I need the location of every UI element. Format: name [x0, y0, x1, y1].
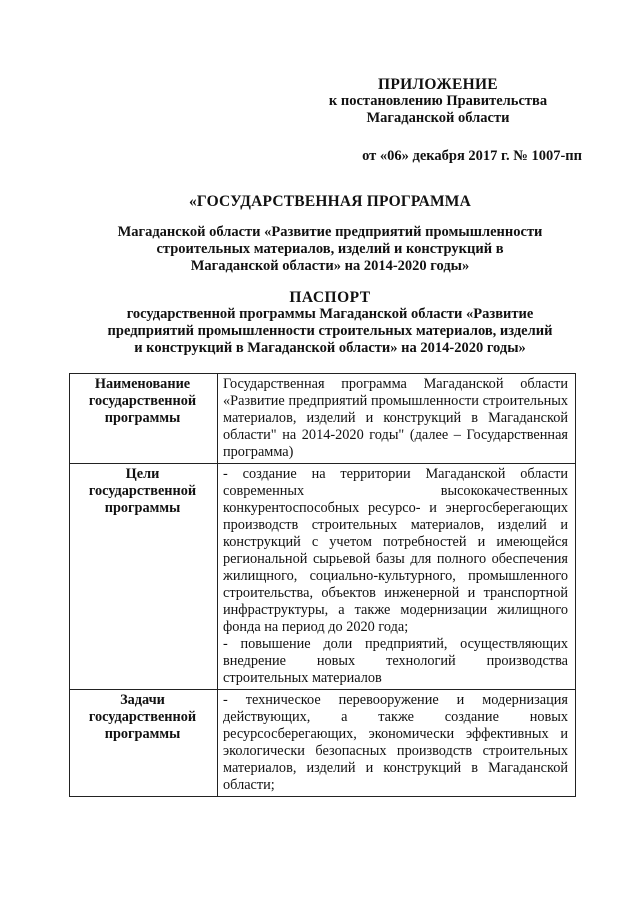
row-label: Наименование государственной программы	[70, 374, 218, 464]
appendix-line-1: к постановлению Правительства	[328, 93, 548, 109]
table-row	[70, 374, 576, 464]
decree-reference: от «06» декабря 2017 г. № 1007-пп	[362, 148, 582, 164]
program-line-3: Магаданской области» на 2014-2020 годы»	[190, 258, 470, 274]
appendix-line-2: Магаданской области	[366, 110, 510, 126]
program-line-2: строительных материалов, изделий и конструкций в	[156, 241, 504, 257]
row-label: Цели государственной программы	[70, 464, 218, 690]
table-row	[70, 690, 576, 797]
row-content	[218, 374, 576, 464]
program-line-1: Магаданской области «Развитие предприятий промышленности	[117, 224, 543, 240]
row-content	[218, 464, 576, 690]
row-paragraph: - повышение доли предприятий, осуществляющих внедрение новых технологий производства строительных материалов	[223, 636, 568, 686]
appendix-block	[308, 76, 568, 127]
passport-table	[69, 373, 576, 797]
passport-title: ПАСПОРТ	[289, 289, 371, 306]
row-label: Задачи государственной программы	[70, 690, 218, 797]
row-paragraph: - техническое перевооружение и модернизация действующих, а также создание новых ресурсосберегающих, экономически эффективных и экологически безопасных производств строительных материалов, изделий и конструкций в Магаданской области;	[223, 692, 568, 793]
row-content	[218, 690, 576, 797]
table-row	[70, 464, 576, 690]
row-paragraph: - создание на территории Магаданской области современных высококачественных конкурентоспособных ресурсо- и энергосберегающих производств строительных материалов, изделий и конструкций с учетом потребностей и имеющейся региональной сырьевой базы для полного обеспечения жилищного, социально-культурного, промышленного строительства, объектов инженерной и транспортной инфраструктуры, а также модернизации жилищного фонда на период до 2020 года;	[223, 466, 568, 635]
appendix-title: ПРИЛОЖЕНИЕ	[378, 76, 498, 93]
program-title: «ГОСУДАРСТВЕННАЯ ПРОГРАММА	[188, 193, 472, 210]
passport-line-1: государственной программы Магаданской области «Развитие	[126, 306, 534, 322]
row-paragraph: Государственная программа Магаданской области «Развитие предприятий промышленности строительных материалов, изделий и конструкций в Магаданской области" на 2014-2020 годы" (далее – Государственная программа)	[223, 376, 568, 460]
passport-heading	[80, 289, 580, 357]
passport-line-3: и конструкций в Магаданской области» на 2014-2020 годы»	[134, 340, 526, 356]
program-heading	[80, 193, 580, 275]
passport-line-2: предприятий промышленности строительных материалов, изделий	[107, 323, 553, 339]
